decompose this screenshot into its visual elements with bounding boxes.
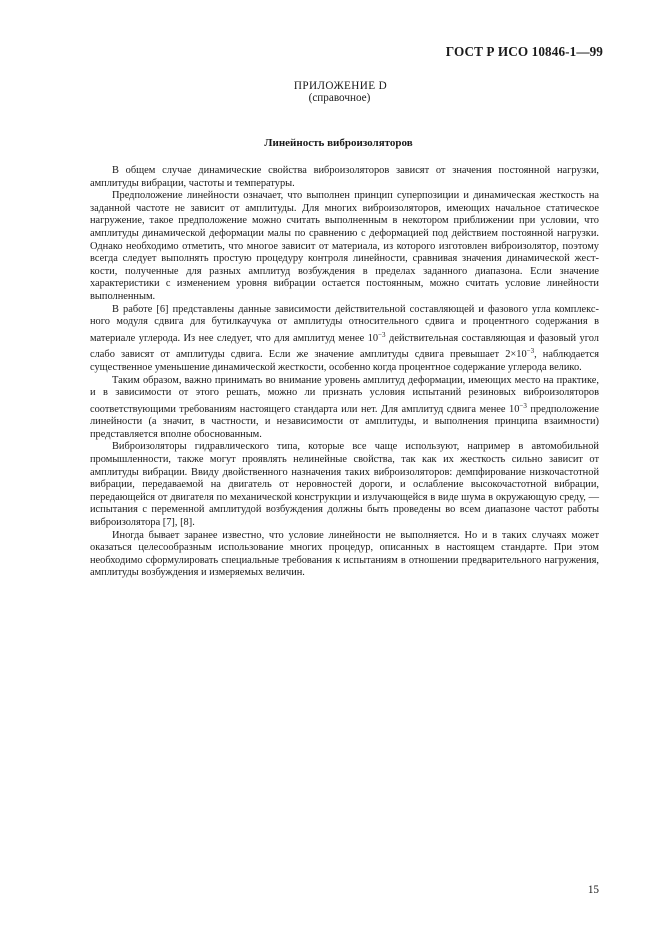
paragraph: Предположение линейности означает, что выполнен принцип суперпозиции и динамическая жесткость на заданной частоте не зависит от амплитуды. Для многих виброизоляторов, имеющих начальное статическое нагружение, такое предположение можно считать выполненным в некотором приближении при условии, что амплитуды динамической деформации малы по сравнению с деформацией под действием постоянной нагрузки. Однако необходимо отметить, что многое зависит от материала, из которого изготовлен виброизолятор, поэтому всегда следует выполнять простую процедуру контроля линейности, сравнивая значения динамической жесткости, полученные для разных амплитуд возбуждения в пределах заданного диапазона. Если значение характеристики с изменением уровня вибрации остается постоянным, можно считать условие линейности выполненным.	[90, 190, 599, 302]
exponent: −3	[526, 347, 535, 356]
exponent: −3	[519, 401, 527, 410]
paragraph-text: В работе [6] представлены данные зависимости действительной составляющей и фазового угла комплексного модуля сдвига для бутилкаучука от амплитуды относительного сдвига и процентного содержания в материале углерода. Из нее следует, что для амплитуд менее 10	[90, 303, 599, 344]
paragraph-text: действительная составляющая и фазовый угол слабо зависят от амплитуды сдвига. Если же значение амплитуды сдвига превышает 2×10	[90, 332, 599, 361]
paragraph	[90, 375, 599, 442]
paragraph: В общем случае динамические свойства виброизоляторов зависят от значения постоянной нагрузки, амплитуды вибрации, частоты и температуры.	[90, 165, 599, 189]
page-number: 15	[587, 884, 599, 896]
standard-code-header: ГОСТ Р ИСО 10846-1—99	[445, 44, 603, 59]
section-title	[0, 137, 661, 149]
paragraph: Виброизоляторы гидравлического типа, которые все чаще используют, например в автомобильной промышленности, также могут проявлять нелинейные свойства, так как их жесткость сильно зависит от амплитуды вибрации. Ввиду двойственного назначения таких виброизоляторов: демпфирование низкочастотной вибрации, передаваемой на двигатель от неровностей дороги, и ослабление высокочастотной вибрации, передающейся от двигателя по механической конструкции и излучающейся в виде шума в окружающую среду, — испытания с переменной амплитудой возбуждения должны быть проведены во всем диапазоне частот работы виброизолятора [7], [8].	[90, 441, 599, 529]
appendix-heading	[0, 80, 661, 104]
paragraph-text: , наблюдается существенное уменьшение динамической жесткости, особенно когда процентное содержание углерода велико.	[90, 349, 599, 373]
paragraph: Иногда бывает заранее известно, что условие линейности не выполняется. Но и в таких случаях может оказаться целесообразным использование многих процедур, описанных в настоящем стандарте. При этом необходимо сформулировать специальные требования к испытаниям в отношении предварительного нагружения, амплитуды возбуждения и измеряемых величин.	[90, 529, 599, 579]
body-text	[90, 165, 599, 580]
section-title-text: Линейность виброизоляторов	[264, 137, 413, 149]
exponent: −3	[378, 330, 386, 339]
paragraph-text: Таким образом, важно принимать во внимание уровень амплитуд деформации, имеющих место на практике, и в зависимости от этого решать, можно ли признать условия испытаний резиновых виброизоляторов соответствующими требованиям настоящего стандарта или нет. Для амплитуд сдвига менее 10	[90, 374, 599, 415]
paragraph-text: предположение линейности (а значит, в частности, и независимости от амплитуды, и выполнения принципа взаимности) представляется вполне обоснованным.	[90, 403, 599, 440]
appendix-title: ПРИЛОЖЕНИЕ D	[293, 80, 388, 92]
appendix-note: (справочное)	[308, 92, 371, 104]
paragraph	[90, 304, 599, 375]
